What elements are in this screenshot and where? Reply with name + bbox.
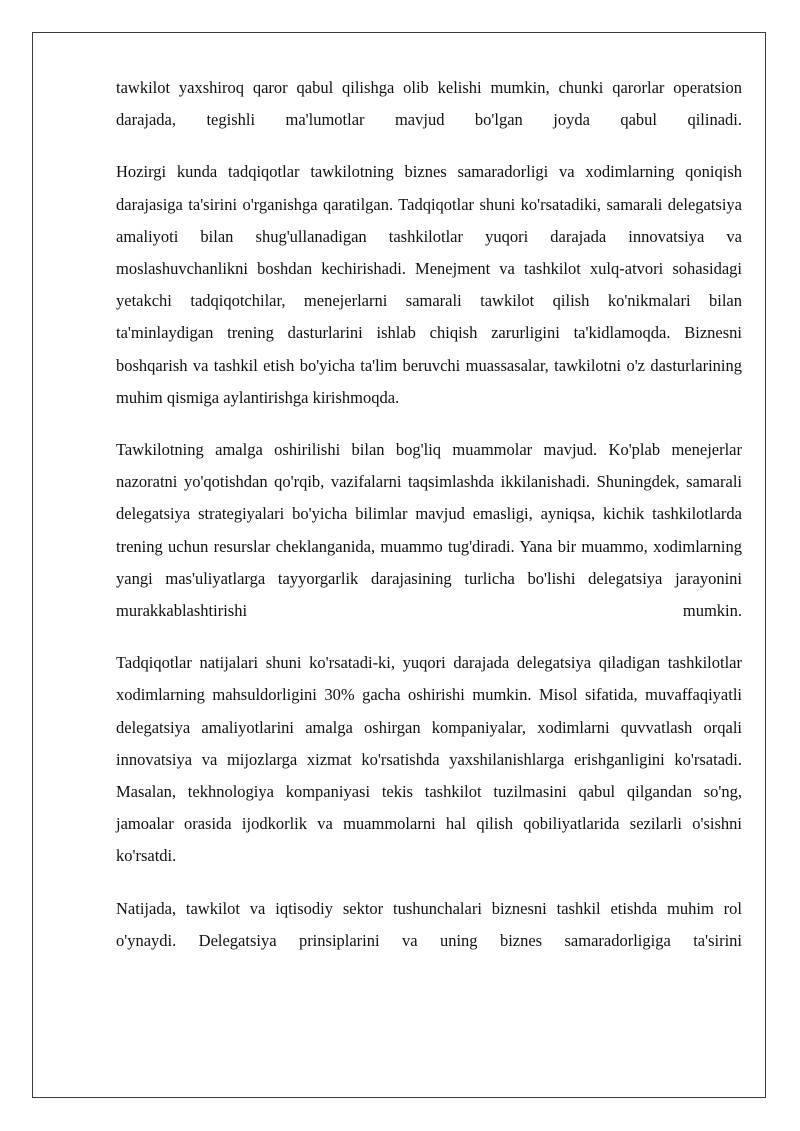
- paragraph-3: Tawkilotning amalga oshirilishi bilan bog'liq muammolar mavjud. Ko'plab menejerlar nazoratni yo'qotishdan qo'rqib, vazifalarni taqsimlashda ikkilanishadi. Shuningdek, samarali delegatsiya strategiyalari bo'yicha bilimlar mavjud emasligi, ayniqsa, kichik tashkilotlarda trening uchun resurslar cheklanganida, muammo tug'diradi. Yana bir muammo, xodimlarning yangi mas'uliyatlarga tayyorgarlik darajasining turlicha bo'lishi delegatsiya jarayonini murakkablashtirishi mumkin.: [116, 440, 742, 621]
- paragraph-1: tawkilot yaxshiroq qaror qabul qilishga olib kelishi mumkin, chunki qarorlar operatsion darajada, tegishli ma'lumotlar mavjud bo'lgan joyda qabul qilinadi.: [116, 78, 742, 130]
- document-body: [116, 72, 742, 977]
- paragraph-4: Tadqiqotlar natijalari shuni ko'rsatadi-ki, yuqori darajada delegatsiya qiladigan tashkilotlar xodimlarning mahsuldorligini 30% gacha oshirishi mumkin. Misol sifatida, muvaffaqiyatli delegatsiya amaliyotlarini amalga oshirgan kompaniyalar, xodimlarni quvvatlash orqali innovatsiya va mijozlarga xizmat ko'rsatishda yaxshilanishlarga erishganligini ko'rsatadi. Masalan, tekhnologiya kompaniyasi tekis tashkilot tuzilmasini qabul qilgandan so'ng, jamoalar orasida ijodkorlik va muammolarni hal qilish qobiliyatlarida sezilarli o'sishni ko'rsatdi.: [116, 653, 742, 866]
- paragraph-2: Hozirgi kunda tadqiqotlar tawkilotning biznes samaradorligi va xodimlarning qoniqish darajasiga ta'sirini o'rganishga qaratilgan. Tadqiqotlar shuni ko'rsatadiki, samarali delegatsiya amaliyoti bilan shug'ullanadigan tashkilotlar yuqori darajada innovatsiya va moslashuvchanlikni boshdan kechirishadi. Menejment va tashkilot xulq-atvori sohasidagi yetakchi tadqiqotchilar, menejerlarni samarali tawkilot qilish ko'nikmalari bilan ta'minlaydigan trening dasturlarini ishlab chiqish zarurligini ta'kidlamoqda. Biznesni boshqarish va tashkil etish bo'yicha ta'lim beruvchi muassasalar, tawkilotni o'z dasturlarining muhim qismiga aylantirishga kirishmoqda.: [116, 162, 742, 407]
- paragraph-5: Natijada, tawkilot va iqtisodiy sektor tushunchalari biznesni tashkil etishda muhim rol o'ynaydi. Delegatsiya prinsiplarini va uning biznes samaradorligiga ta'sirini: [116, 898, 742, 950]
